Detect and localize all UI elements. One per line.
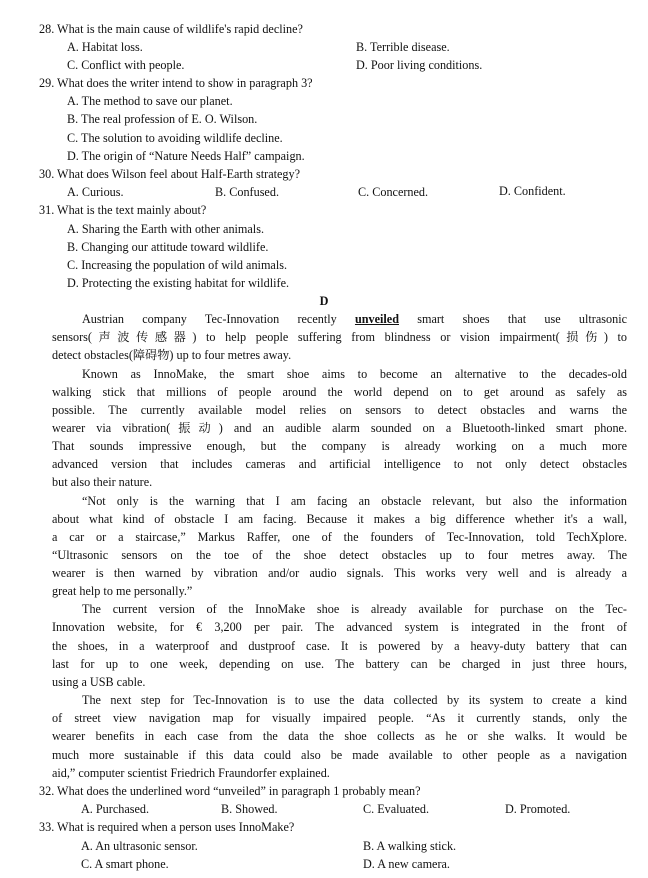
question-33-option-c: C. A smart phone. [81,857,169,871]
paragraph-3-line-2: about what kind of obstacle I am facing. Because it makes a big difference whether it's a wall, [52,512,627,526]
question-30-option-a: A. Curious. [67,185,124,199]
paragraph-2-line-6: advanced version that includes cameras and artificial intelligence to not only detect obstacles [52,457,627,471]
paragraph-5-line-4: much more sustainable if this data could also be made available to other people as a navigation [52,748,627,762]
question-30-option-d: D. Confident. [499,184,566,198]
paragraph-2-line-2: walking stick that millions of people around the world depend on to get around as safely as [52,385,627,399]
question-30-stem: 30. What does Wilson feel about Half-Earth strategy? [39,167,301,181]
question-28-option-a: A. Habitat loss. [67,40,143,54]
question-31-option-c: C. Increasing the population of wild animals. [67,258,288,272]
question-31-option-b: B. Changing our attitude toward wildlife. [67,240,269,254]
question-31-option-d: D. Protecting the existing habitat for wildlife. [67,276,290,290]
question-29-stem: 29. What does the writer intend to show in paragraph 3? [39,76,313,90]
question-28-option-c: C. Conflict with people. [67,58,185,72]
question-32-stem: 32. What does the underlined word “unveiled” in paragraph 1 probably mean? [39,784,421,798]
paragraph-3-line-1: “Not only is the warning that I am facing an obstacle relevant, but also the information [82,494,627,508]
paragraph-5-line-2: of street view navigation map for visually impaired people. “As it currently stands, only the [52,711,627,725]
question-28-option-d: D. Poor living conditions. [356,58,483,72]
paragraph-3-line-4: “Ultrasonic sensors on the toe of the shoe detect obstacles up to four metres away. The [52,548,627,562]
paragraph-1-line-3: detect obstacles(障碍物) up to four metres away. [52,348,292,362]
paragraph-4-line-5: using a USB cable. [52,675,146,689]
question-33-stem: 33. What is required when a person uses InnoMake? [39,820,295,834]
question-28-option-b: B. Terrible disease. [356,40,450,54]
paragraph-1-line-1 [82,310,627,328]
question-32-option-d: D. Promoted. [505,802,571,816]
section-heading-d: D [319,294,329,308]
paragraph-2-line-1: Known as InnoMake, the smart shoe aims to become an alternative to the decades-old [82,367,627,381]
paragraph-5-line-1: The next step for Tec-Innovation is to use the data collected by its system to create a kind [82,693,627,707]
question-32-option-a: A. Purchased. [81,802,150,816]
question-31-option-a: A. Sharing the Earth with other animals. [67,222,264,236]
question-28-stem: 28. What is the main cause of wildlife's rapid decline? [39,22,303,36]
paragraph-2-line-3: possible. The currently available model relies on sensors to detect obstacles and warns the [52,403,627,417]
question-31-stem: 31. What is the text mainly about? [39,203,207,217]
paragraph-5-line-5: aid,” computer scientist Friedrich Fraundorfer explained. [52,766,330,780]
paragraph-4-line-1: The current version of the InnoMake shoe is already available for purchase on the Tec- [82,602,627,616]
paragraph-1-line-2: sensors(声波传感器) to help people suffering from blindness or vision impairment(损伤) to [52,330,627,344]
question-30-option-b: B. Confused. [215,185,279,199]
paragraph-2-line-7: but also their nature. [52,475,153,489]
question-32-option-c: C. Evaluated. [363,802,429,816]
paragraph-3-line-6: great help to me personally.” [52,584,193,598]
paragraph-2-line-4: wearer via vibration(振动) and an audible alarm sounded on a Bluetooth-linked smart phone. [52,421,627,435]
paragraph-5-line-3: wearer benefits in each case from the data the shoe collects as he or she walks. It would be [52,729,627,743]
question-29-option-b: B. The real profession of E. O. Wilson. [67,112,258,126]
paragraph-1-text-a: Austrian company Tec-Innovation recently [82,312,355,326]
question-30-option-c: C. Concerned. [358,185,429,199]
question-29-option-d: D. The origin of “Nature Needs Half” campaign. [67,149,305,163]
question-33-option-a: A. An ultrasonic sensor. [81,839,198,853]
question-33-option-d: D. A new camera. [363,857,450,871]
paragraph-2-line-5: That sounds impressive enough, but the company is already working on a much more [52,439,627,453]
paragraph-3-line-5: wearer is then warned by vibration and/or audio signals. This works very well and is already a [52,566,627,580]
paragraph-4-line-2: Innovation website, for € 3,200 per pair. The advanced system is integrated in the front of [52,620,627,634]
paragraph-3-line-3: a car or a staircase,” Markus Raffer, one of the founders of Tec-Innovation, told TechXplore. [52,530,627,544]
paragraph-4-line-4: last for up to one week, depending on use. The battery can be charged in just three hours, [52,657,627,671]
question-33-option-b: B. A walking stick. [363,839,457,853]
question-29-option-a: A. The method to save our planet. [67,94,233,108]
paragraph-1-text-b: smart shoes that use ultrasonic [398,312,627,326]
paragraph-4-line-3: the shoes, in a waterproof and dustproof case. It is powered by a heavy-duty battery that can [52,639,627,653]
underlined-word-unveiled: unveiled [354,312,399,326]
question-32-option-b: B. Showed. [221,802,278,816]
question-29-option-c: C. The solution to avoiding wildlife decline. [67,131,283,145]
